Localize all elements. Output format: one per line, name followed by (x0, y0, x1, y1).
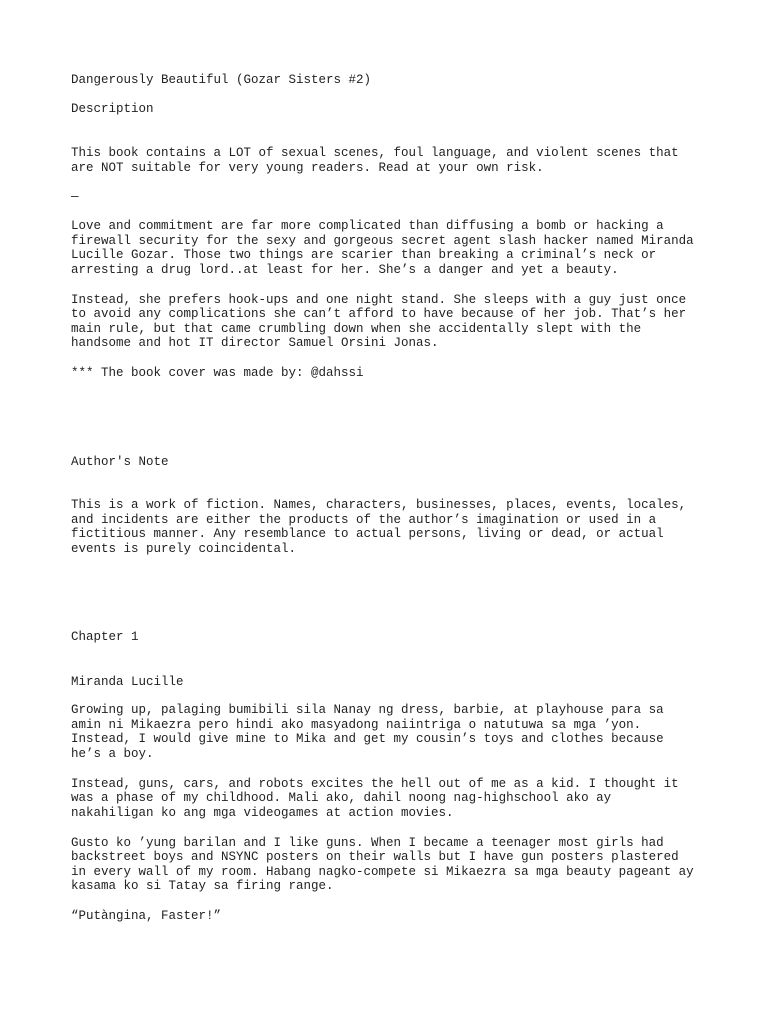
chapter-line: Instead, I would give mine to Mika and get my cousin’s toys and clothes because (71, 732, 664, 746)
chapter-line: he’s a boy. (71, 747, 154, 761)
blurb-line: arresting a drug lord..at least for her. She’s a danger and yet a beauty. (71, 263, 619, 277)
book-title: Dangerously Beautiful (Gozar Sisters #2) (71, 73, 372, 87)
authors-note-line: events is purely coincidental. (71, 542, 297, 556)
chapter-line: was a phase of my childhood. Mali ako, dahil noong nag-highschool ako ay (71, 791, 612, 805)
description-heading: Description (71, 102, 154, 116)
chapter-line: Gusto ko ’yung barilan and I like guns. When I became a teenager most girls had (71, 836, 664, 850)
blurb-line: Instead, she prefers hook-ups and one night stand. She sleeps with a guy just once (71, 293, 687, 307)
chapter-line: in every wall of my room. Habang nagko-compete si Mikaezra sa mga beauty pageant ay (71, 865, 694, 879)
chapter-line: amin ni Mikaezra pero hindi ako masyadong naiintriga o natutuwa sa mga ’yon. (71, 718, 642, 732)
chapter-heading: Chapter 1 (71, 630, 139, 644)
blurb-line: handsome and hot IT director Samuel Orsini Jonas. (71, 336, 439, 350)
authors-note-line: This is a work of fiction. Names, characters, businesses, places, events, locales, (71, 498, 687, 512)
pov-name: Miranda Lucille (71, 675, 184, 689)
chapter-line: Instead, guns, cars, and robots excites the hell out of me as a kid. I thought it (71, 777, 679, 791)
chapter-line: kasama ko si Tatay sa firing range. (71, 879, 334, 893)
warning-line: are NOT suitable for very young readers. Read at your own risk. (71, 161, 544, 175)
authors-note-line: fictitious manner. Any resemblance to actual persons, living or dead, or actual (71, 527, 664, 541)
blurb-line: to avoid any complications she can’t afford to have because of her job. That’s her (71, 307, 687, 321)
authors-note-line: and incidents are either the products of the author’s imagination or used in a (71, 513, 657, 527)
warning-line: This book contains a LOT of sexual scenes, foul language, and violent scenes that (71, 146, 679, 160)
blurb-line: Lucille Gozar. Those two things are scarier than breaking a criminal’s neck or (71, 248, 657, 262)
dialogue-line: “Putàngina, Faster!” (71, 909, 222, 923)
separator: — (71, 190, 79, 204)
blurb-line: firewall security for the sexy and gorgeous secret agent slash hacker named Miranda (71, 234, 694, 248)
cover-credit: *** The book cover was made by: @dahssi (71, 366, 364, 380)
chapter-line: nakahiligan ko ang mga videogames at action movies. (71, 806, 454, 820)
chapter-line: Growing up, palaging bumibili sila Nanay ng dress, barbie, at playhouse para sa (71, 703, 664, 717)
authors-note-heading: Author's Note (71, 455, 169, 469)
chapter-line: backstreet boys and NSYNC posters on their walls but I have gun posters plastered (71, 850, 679, 864)
blurb-line: Love and commitment are far more complicated than diffusing a bomb or hacking a (71, 219, 664, 233)
blurb-line: main rule, but that came crumbling down when she accidentally slept with the (71, 322, 642, 336)
